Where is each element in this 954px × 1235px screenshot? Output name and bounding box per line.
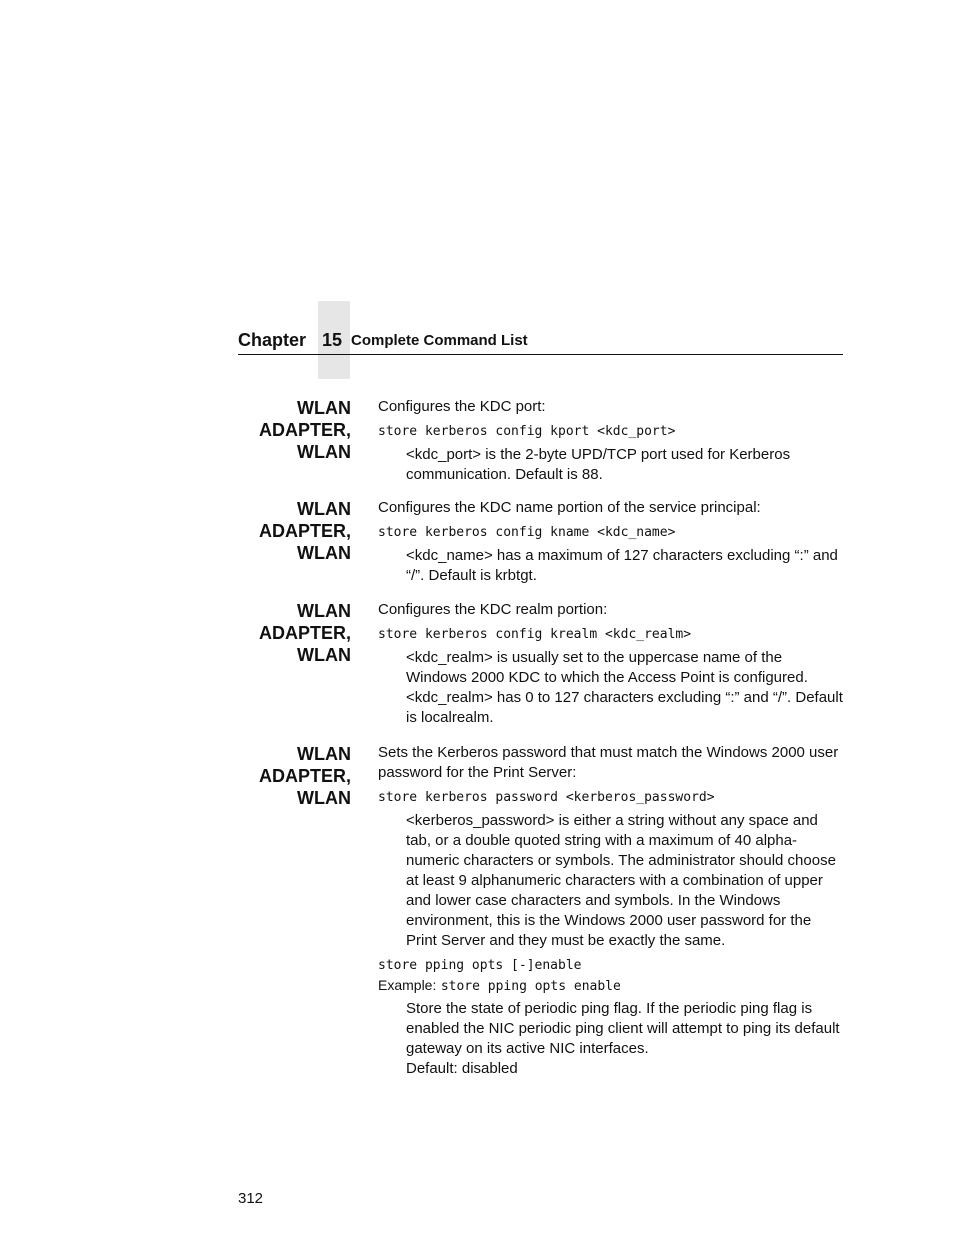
section-intro: Configures the KDC name portion of the service principal: [378,499,761,516]
page-number: 312 [238,1190,264,1207]
parameter-description: <kdc_name> has a maximum of 127 characters excluding “:” and “/”. Default is krbtgt. [406,547,838,584]
section-intro: Configures the KDC port: [378,398,546,415]
chapter-number: 15 [322,330,343,350]
section-content [378,743,843,1079]
parameter-description: <kdc_port> is the 2-byte UPD/TCP port used for Kerberos communication. Default is 88. [406,446,791,483]
section-heading: WLAN ADAPTER, WLAN [258,744,351,808]
pping-command-syntax: store pping opts [-]enable [378,958,582,973]
header-divider [238,354,843,355]
chapter-label: Chapter [238,330,307,350]
section-heading: WLAN ADAPTER, WLAN [258,398,351,462]
section-intro: Configures the KDC realm portion: [378,601,608,618]
chapter-title: Complete Command List [351,332,528,349]
section-content [378,498,843,586]
section-content [378,600,843,728]
command-syntax: store kerberos config krealm <kdc_realm> [378,627,692,642]
command-syntax: store kerberos config kport <kdc_port> [378,424,676,439]
example-label: Example: [378,977,437,993]
command-syntax: store kerberos config kname <kdc_name> [378,525,676,540]
section-intro: Sets the Kerberos password that must match the Windows 2000 user password for the Print Server: [378,744,839,781]
example-code: store pping opts enable [440,979,621,994]
parameter-description: <kerberos_password> is either a string without any space and tab, or a double quoted string with a maximum of 40 alpha-numeric characters or symbols. The administrator should choose at least 9 alphanumeric characters with a combination of upper and lower case characters and symbols. In the Windows environment, this is the Windows 2000 user password for the Print Server and they must be exactly the same. [406,812,836,949]
section-heading: WLAN ADAPTER, WLAN [258,601,351,665]
default-value: Default: disabled [406,1060,518,1077]
section-heading: WLAN ADAPTER, WLAN [258,499,351,563]
command-syntax: store kerberos password <kerberos_password> [378,790,715,805]
pping-description: Store the state of periodic ping flag. If the periodic ping flag is enabled the NIC periodic ping client will attempt to ping its default gateway on its active NIC interfaces. [406,1000,840,1057]
section-content [378,397,843,485]
example-line [378,975,843,997]
parameter-description: <kdc_realm> is usually set to the uppercase name of the Windows 2000 KDC to which the Access Point is configured. <kdc_realm> has 0 to 127 characters excluding “:” and “/”. Default is localrealm. [406,649,843,726]
